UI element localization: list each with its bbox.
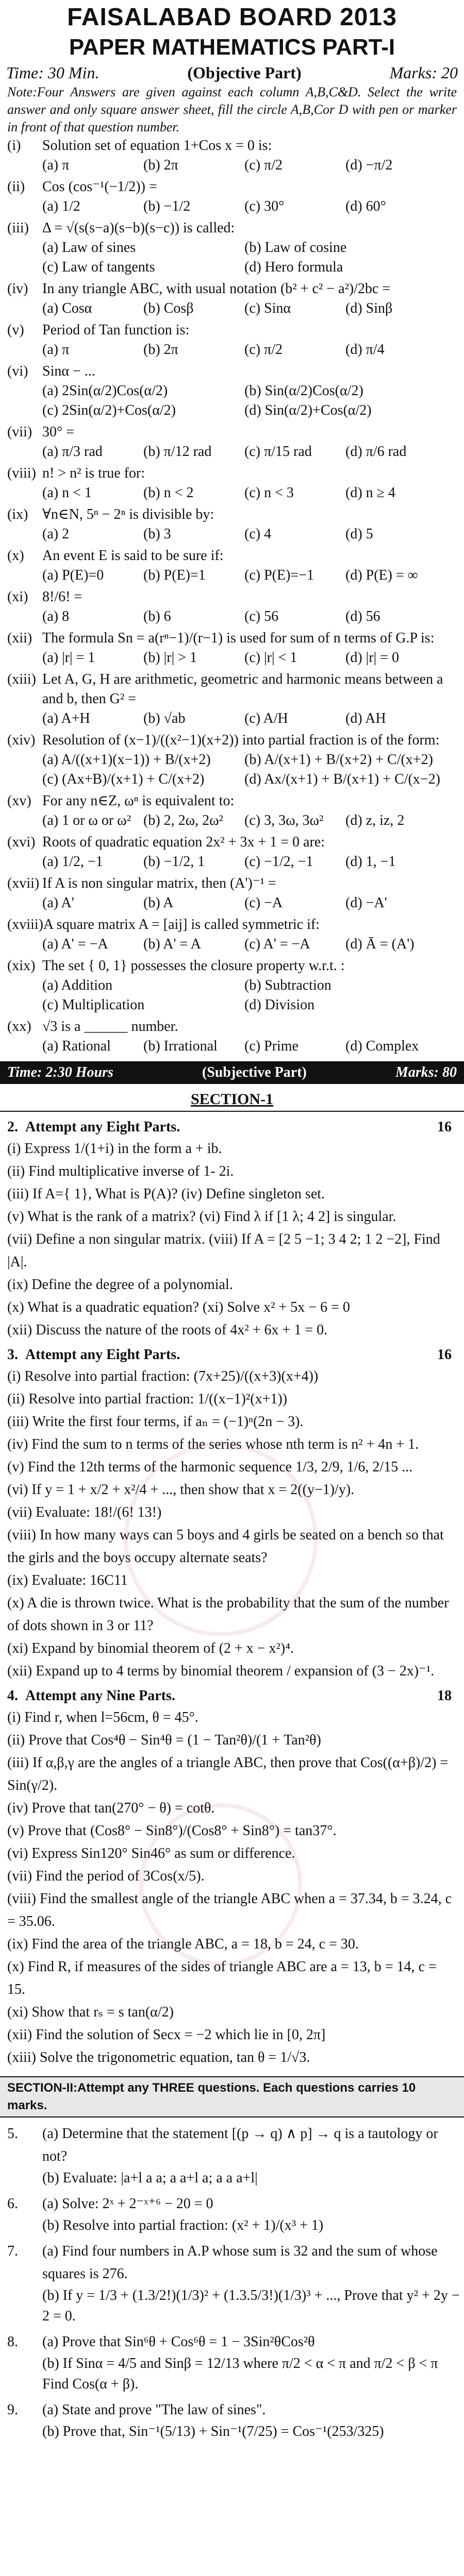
mcq-option: (d) Sinβ bbox=[345, 300, 393, 316]
mcq-option: (c) 2Sin(α/2)+Cos(α/2) bbox=[42, 402, 176, 418]
mcq-option: (a) 2Sin(α/2)Cos(α/2) bbox=[42, 383, 168, 399]
q4-marks: 18 bbox=[437, 1688, 452, 1704]
mcq-number: (i) bbox=[7, 138, 21, 154]
mcq-number: (xvi) bbox=[7, 834, 36, 850]
mcq-item bbox=[0, 279, 464, 318]
mcq-option: (c) A/H bbox=[244, 710, 288, 726]
mcq-option: (a) 1/2 bbox=[42, 198, 80, 214]
mcq-option: (c) 56 bbox=[244, 608, 279, 624]
mcq-options bbox=[7, 893, 457, 913]
mcq-option: (d) −π/2 bbox=[345, 157, 393, 173]
mcq-option: (c) π/2 bbox=[244, 157, 283, 173]
mcq-options bbox=[7, 811, 457, 831]
mcq-stem bbox=[7, 279, 457, 299]
short-question-part bbox=[0, 1319, 464, 1342]
mcq-option: (d) −A' bbox=[345, 895, 387, 911]
long-question-part-b: (b) Evaluate: |a+l a a; a a+l a; a a a+l| bbox=[42, 2170, 258, 2186]
mcq-stem bbox=[7, 464, 457, 483]
mcq-option: (d) |r| = 0 bbox=[345, 650, 399, 666]
part-text: (i) Resolve into partial fraction: (7x+25)/((x+3)(x+4)) bbox=[7, 1368, 319, 1384]
mcq-item bbox=[0, 874, 464, 913]
mcq-option: (b) Subtraction bbox=[244, 977, 332, 993]
mcq-options bbox=[7, 299, 457, 318]
mcq-question: Period of Tan function is: bbox=[42, 322, 190, 338]
section-1-title: SECTION-1 bbox=[190, 1091, 274, 1108]
mcq-option: (c) Law of tangents bbox=[42, 259, 155, 275]
q3-number: 3. bbox=[7, 1347, 18, 1363]
mcq-item bbox=[0, 629, 464, 668]
long-question-part-a bbox=[0, 2240, 464, 2285]
mcq-option: (b) 6 bbox=[143, 608, 171, 624]
mcq-question: Sinα − ... bbox=[42, 363, 95, 379]
long-question-part-b: (b) Resolve into partial fraction: (x² + 1)/(x³ + 1) bbox=[42, 2217, 324, 2233]
part-text: (v) Find the 12th terms of the harmonic sequence 1/3, 2/9, 1/6, 2/15 ... bbox=[7, 1459, 413, 1475]
q2-marks: 16 bbox=[437, 1119, 452, 1135]
mcq-option: (d) n ≥ 4 bbox=[345, 485, 396, 501]
mcq-stem bbox=[7, 136, 457, 156]
long-question-number: 9. bbox=[7, 2402, 18, 2418]
mcq-option: (c) P(E)=−1 bbox=[244, 567, 314, 583]
board-title: FAISALABAD BOARD 2013 bbox=[67, 4, 397, 31]
mcq-options bbox=[7, 709, 457, 728]
mcq-option: (a) Cosα bbox=[42, 300, 92, 316]
question-2 bbox=[0, 1117, 464, 1342]
mcq-option: (c) 4 bbox=[244, 526, 272, 542]
mcq-item bbox=[0, 670, 464, 728]
mcq-stem bbox=[7, 1017, 457, 1037]
mcq-option: (d) Sin(α/2)+Cos(α/2) bbox=[244, 402, 372, 418]
mcq-question: The formula Sn = a(rⁿ−1)/(r−1) is used for sum of n terms of G.P is: bbox=[42, 630, 435, 646]
mcq-question: √3 is a ______ number. bbox=[42, 1019, 178, 1035]
mcq-option: (c) −A bbox=[244, 895, 283, 911]
part-text: (i) Find r, when l=56cm, θ = 45°. bbox=[7, 1709, 198, 1725]
mcq-option: (b) 2, 2ω, 2ω² bbox=[143, 812, 223, 828]
mcq-option: (b) Sin(α/2)Cos(α/2) bbox=[244, 383, 363, 399]
mcq-stem bbox=[7, 546, 457, 566]
part-text: (x) A die is thrown twice. What is the probability that the sum of the number of dots shown in 3 or 11? bbox=[7, 1595, 449, 1634]
mcq-option: (d) π/4 bbox=[345, 342, 385, 358]
mcq-number: (iv) bbox=[7, 281, 28, 297]
mcq-stem bbox=[7, 218, 457, 238]
short-question-part bbox=[0, 1138, 464, 1160]
short-question-part bbox=[0, 1296, 464, 1319]
mcq-option: (b) A' = A bbox=[143, 936, 201, 952]
long-question-number: 6. bbox=[7, 2196, 18, 2212]
mcq-stem bbox=[7, 177, 457, 197]
mcq-option: (b) A/(x+1) + B/(x+2) + C/(x+2) bbox=[244, 752, 433, 768]
mcq-number: (viii) bbox=[7, 465, 36, 481]
long-question-number: 5. bbox=[7, 2126, 18, 2142]
mcq-option: (c) Multiplication bbox=[42, 997, 145, 1013]
short-question-part bbox=[0, 1706, 464, 1729]
mcq-item bbox=[0, 833, 464, 872]
part-text: (ii) Find multiplicative inverse of 1- 2i. bbox=[7, 1163, 234, 1179]
part-text: (xi) Show that rₛ = s tan(α/2) bbox=[7, 2004, 174, 2020]
mcq-option: (b) A bbox=[143, 895, 174, 911]
q2-parts bbox=[0, 1138, 464, 1342]
short-question-part bbox=[0, 1752, 464, 1797]
mcq-option: (c) −1/2, −1 bbox=[244, 854, 313, 870]
part-text: (x) Find R, if measures of the sides of triangle ABC are a = 13, b = 14, c = 15. bbox=[7, 1959, 437, 1997]
short-question-part bbox=[0, 1729, 464, 1752]
mcq-option: (b) Irrational bbox=[143, 1038, 218, 1054]
mcq-stem bbox=[7, 320, 457, 340]
mcq-option: (d) π/6 rad bbox=[345, 444, 407, 460]
mcq-option: (b) n < 2 bbox=[143, 485, 194, 501]
mcq-options bbox=[7, 607, 457, 626]
section-divider bbox=[0, 1111, 464, 1112]
mcq-item bbox=[0, 915, 464, 954]
mcq-option: (a) π bbox=[42, 342, 70, 358]
mcq-number: (xx) bbox=[7, 1019, 31, 1035]
mcq-options bbox=[7, 381, 457, 420]
part-text: (ix) Define the degree of a polynomial. bbox=[7, 1277, 233, 1293]
long-question-number: 7. bbox=[7, 2243, 18, 2259]
paper-header bbox=[0, 0, 464, 62]
mcq-option: (a) A+H bbox=[42, 710, 90, 726]
subjective-time: Time: 2:30 Hours bbox=[7, 1064, 113, 1080]
mcq-options bbox=[7, 935, 457, 954]
mcq-stem bbox=[7, 915, 457, 935]
short-question-part bbox=[0, 1411, 464, 1433]
part-text: (xii) Find the solution of Secx = −2 which lie in [0, 2π] bbox=[7, 2027, 326, 2043]
mcq-options bbox=[7, 852, 457, 872]
mcq-question: Roots of quadratic equation 2x² + 3x + 1 = 0 are: bbox=[42, 834, 325, 850]
mcq-option: (b) −1/2 bbox=[143, 198, 191, 214]
mcq-number: (xix) bbox=[7, 958, 36, 974]
mcq-question: Cos (cos⁻¹(−1/2)) = bbox=[42, 179, 157, 195]
mcq-option: (d) Hero formula bbox=[244, 259, 343, 275]
q2-number: 2. bbox=[7, 1119, 18, 1135]
part-text: (iv) Prove that tan(270° − θ) = cotθ. bbox=[7, 1800, 215, 1816]
long-question-part-a bbox=[0, 2193, 464, 2215]
part-text: (viii) Find the smallest angle of the triangle ABC when a = 37.34, b = 3.24, c = 35.06. bbox=[7, 1891, 452, 1929]
mcq-question: An event E is said to be sure if: bbox=[42, 548, 224, 564]
part-text: (x) What is a quadratic equation? (xi) Solve x² + 5x − 6 = 0 bbox=[7, 1299, 350, 1315]
part-text: (vii) Find the period of 3Cos(x/5). bbox=[7, 1868, 205, 1884]
mcq-item bbox=[0, 320, 464, 360]
part-text: (xii) Expand up to 4 terms by binomial theorem / expansion of (3 − 2x)⁻¹. bbox=[7, 1663, 435, 1679]
mcq-stem bbox=[7, 629, 457, 648]
short-question-part bbox=[0, 1206, 464, 1228]
mcq-number: (ix) bbox=[7, 506, 28, 522]
mcq-number: (v) bbox=[7, 322, 24, 338]
mcq-option: (d) Ax/(x+1) + B/(x+1) + C/(x−2) bbox=[244, 771, 440, 787]
mcq-option: (b) 2π bbox=[143, 342, 178, 358]
mcq-option: (d) 56 bbox=[345, 608, 380, 624]
q2-instruction: Attempt any Eight Parts. bbox=[25, 1119, 180, 1135]
mcq-number: (iii) bbox=[7, 220, 29, 236]
objective-marks: Marks: 20 bbox=[389, 63, 458, 82]
objective-part-label: (Objective Part) bbox=[187, 63, 302, 82]
part-text: (vi) Express Sin120° Sin46° as sum or difference. bbox=[7, 1845, 295, 1861]
subjective-band bbox=[0, 1061, 464, 1084]
long-questions bbox=[0, 2123, 464, 2442]
q2-header bbox=[0, 1117, 464, 1138]
mcq-question: 30° = bbox=[42, 424, 74, 440]
mcq-item bbox=[0, 1017, 464, 1056]
mcq-item bbox=[0, 362, 464, 420]
long-question-part-a bbox=[0, 2331, 464, 2353]
q4-instruction: Attempt any Nine Parts. bbox=[25, 1688, 175, 1704]
mcq-option: (c) 3, 3ω, 3ω² bbox=[244, 812, 324, 828]
mcq-list bbox=[0, 136, 464, 1056]
subjective-marks: Marks: 80 bbox=[395, 1064, 457, 1080]
q3-marks: 16 bbox=[437, 1347, 452, 1363]
q3-instruction: Attempt any Eight Parts. bbox=[25, 1347, 180, 1363]
mcq-item bbox=[0, 731, 464, 789]
mcq-question: The set { 0, 1} possesses the closure property w.r.t. : bbox=[42, 958, 345, 974]
mcq-option: (a) 8 bbox=[42, 608, 70, 624]
mcq-option: (a) Rational bbox=[42, 1038, 111, 1054]
part-text: (vii) Define a non singular matrix. (viii) If A = [2 5 −1; 3 4 2; 1 2 −2], Find |A|. bbox=[7, 1231, 440, 1270]
mcq-option: (b) 2π bbox=[143, 157, 178, 173]
long-question-part-a bbox=[0, 2123, 464, 2168]
mcq-number: (xiii) bbox=[7, 671, 36, 687]
mcq-options bbox=[7, 442, 457, 462]
mcq-number: (xii) bbox=[7, 630, 32, 646]
mcq-number: (ii) bbox=[7, 179, 25, 195]
long-question-part-b: (b) If y = 1/3 + (1.3/2!)(1/3)² + (1.3.5/3!)(1/3)³ + ..., Prove that y² + 2y − 2 = 0. bbox=[42, 2287, 460, 2324]
part-text: (vii) Evaluate: 18!/(6! 13!) bbox=[7, 1504, 162, 1520]
long-question-number: 8. bbox=[7, 2334, 18, 2350]
part-text: (iii) If A={ 1}, What is P(A)? (iv) Define singleton set. bbox=[7, 1186, 325, 1202]
mcq-stem bbox=[7, 362, 457, 381]
mcq-item bbox=[0, 136, 464, 175]
watermark-seal bbox=[139, 1803, 302, 1966]
mcq-stem bbox=[7, 731, 457, 750]
mcq-number: (vii) bbox=[7, 424, 32, 440]
mcq-option: (d) 60° bbox=[345, 198, 386, 214]
long-question-part-b: (b) Prove that, Sin⁻¹(5/13) + Sin⁻¹(7/25) = Cos⁻¹(253/325) bbox=[42, 2424, 384, 2439]
mcq-option: (a) Law of sines bbox=[42, 240, 136, 256]
short-question-part bbox=[0, 1388, 464, 1411]
mcq-item bbox=[0, 505, 464, 544]
mcq-item bbox=[0, 422, 464, 462]
mcq-option: (c) |r| < 1 bbox=[244, 650, 297, 666]
mcq-option: (a) 2 bbox=[42, 526, 70, 542]
mcq-stem bbox=[7, 874, 457, 893]
part-text: (ix) Evaluate: 16C11 bbox=[7, 1572, 128, 1588]
short-question-part bbox=[0, 2024, 464, 2046]
mcq-option: (d) Complex bbox=[345, 1038, 419, 1054]
part-text: (xi) Expand by binomial theorem of (2 + x − x²)⁴. bbox=[7, 1640, 294, 1656]
q4-number: 4. bbox=[7, 1688, 18, 1704]
mcq-options bbox=[7, 566, 457, 585]
part-text: (ii) Resolve into partial fraction: 1/((x−1)²(x+1)) bbox=[7, 1391, 288, 1407]
mcq-question: Δ = √(s(s−a)(s−b)(s−c)) is called: bbox=[42, 220, 235, 236]
section-2-title: SECTION-II:Attempt any THREE questions. Each questions carries 10 marks. bbox=[0, 2076, 464, 2117]
objective-time: Time: 30 Min. bbox=[6, 63, 100, 82]
part-text: (iii) If α,β,γ are the angles of a triangle ABC, then prove that Cos((α+β)/2) = Sin(γ/2). bbox=[7, 1755, 449, 1793]
mcq-number: (xviii) bbox=[7, 917, 43, 933]
mcq-option: (d) Ā = (A') bbox=[345, 936, 415, 952]
mcq-option: (c) Sinα bbox=[244, 300, 291, 316]
mcq-question: Resolution of (x−1)/((x²−1)(x+2)) into partial fraction is of the form: bbox=[42, 732, 440, 748]
mcq-options bbox=[7, 750, 457, 789]
mcq-option: (a) A' = −A bbox=[42, 936, 108, 952]
part-text: (a) Solve: 2ˣ + 2⁻ˣ⁺⁶ − 20 = 0 bbox=[42, 2196, 213, 2212]
mcq-option: (c) A' = −A bbox=[244, 936, 310, 952]
short-question-part bbox=[0, 2001, 464, 2024]
mcq-options bbox=[7, 340, 457, 360]
mcq-option: (a) Addition bbox=[42, 977, 113, 993]
mcq-item bbox=[0, 587, 464, 626]
mcq-item bbox=[0, 177, 464, 216]
short-question-part bbox=[0, 1228, 464, 1274]
part-text: (a) Find four numbers in A.P whose sum is 32 and the sum of whose squares is 276. bbox=[42, 2243, 438, 2282]
mcq-stem bbox=[7, 587, 457, 607]
long-question bbox=[0, 2240, 464, 2327]
mcq-option: (c) 30° bbox=[244, 198, 285, 214]
objective-info-row bbox=[0, 62, 464, 83]
mcq-stem bbox=[7, 791, 457, 811]
mcq-option: (c) n < 3 bbox=[244, 485, 294, 501]
mcq-question: 8!/6! = bbox=[42, 589, 82, 605]
part-text: (xii) Discuss the nature of the roots of 4x² + 6x + 1 = 0. bbox=[7, 1322, 328, 1338]
part-text: (iv) Find the sum to n terms of the series whose nth term is n² + 4n + 1. bbox=[7, 1436, 419, 1452]
mcq-option: (b) Law of cosine bbox=[244, 240, 347, 256]
mcq-question: If A is non singular matrix, then (A')⁻¹ = bbox=[42, 875, 276, 891]
mcq-number: (xiv) bbox=[7, 732, 36, 748]
mcq-option: (c) π/2 bbox=[244, 342, 283, 358]
mcq-number: (xvii) bbox=[7, 875, 40, 891]
q3-header bbox=[0, 1345, 464, 1365]
part-text: (i) Express 1/(1+i) in the form a + ib. bbox=[7, 1141, 222, 1157]
part-text: (a) Prove that Sin⁶θ + Cos⁶θ = 1 − 3Sin²θCos²θ bbox=[42, 2334, 315, 2350]
long-question-part-b: (b) If Sinα = 4/5 and Sinβ = 12/13 where π/2 < α < π and π/2 < β < π Find Cos(α + β). bbox=[42, 2355, 438, 2392]
mcq-option: (a) P(E)=0 bbox=[42, 567, 104, 583]
long-question bbox=[0, 2193, 464, 2236]
long-question bbox=[0, 2123, 464, 2189]
mcq-options bbox=[7, 238, 457, 277]
mcq-item bbox=[0, 464, 464, 503]
mcq-option: (a) 1/2, −1 bbox=[42, 854, 103, 870]
mcq-options bbox=[7, 1037, 457, 1056]
mcq-options bbox=[7, 156, 457, 175]
long-question-part-a bbox=[0, 2399, 464, 2421]
mcq-option: (b) P(E)=1 bbox=[143, 567, 206, 583]
mcq-question: A square matrix A = [aij] is called symmetric if: bbox=[43, 917, 320, 933]
mcq-option: (b) |r| > 1 bbox=[143, 650, 197, 666]
q4-header bbox=[0, 1686, 464, 1706]
part-text: (viii) In how many ways can 5 boys and 4 girls be seated on a bench so that the girls and the boys occupy alternate seats? bbox=[7, 1527, 444, 1566]
mcq-option: (d) z, iz, 2 bbox=[345, 812, 405, 828]
mcq-option: (b) Cosβ bbox=[143, 300, 194, 316]
instructions-note: Note:Four Answers are given against each column A,B,C&D. Select the write answer and only square answer sheet, fill the circle A,B,Cor D with pen or marker in front of that question number. bbox=[7, 84, 457, 134]
paper-title: PAPER MATHEMATICS PART-I bbox=[69, 35, 395, 60]
part-text: (v) What is the rank of a matrix? (vi) Find λ if [1 λ; 4 2] is singular. bbox=[7, 1209, 396, 1225]
short-question-part bbox=[0, 1274, 464, 1296]
mcq-options bbox=[7, 524, 457, 544]
mcq-option: (d) AH bbox=[345, 710, 386, 726]
mcq-item bbox=[0, 218, 464, 277]
mcq-option: (c) π/15 rad bbox=[244, 444, 312, 460]
mcq-option: (d) Division bbox=[244, 997, 315, 1013]
short-question-part bbox=[0, 1183, 464, 1206]
mcq-stem bbox=[7, 505, 457, 524]
subjective-part-label: (Subjective Part) bbox=[202, 1064, 307, 1080]
part-text: (ix) Find the area of the triangle ABC, a = 18, b = 24, c = 30. bbox=[7, 1936, 359, 1952]
mcq-option: (b) π/12 rad bbox=[143, 444, 212, 460]
mcq-option: (a) 1 or ω or ω² bbox=[42, 812, 131, 828]
part-text: (a) State and prove "The law of sines". bbox=[42, 2402, 266, 2418]
mcq-option: (d) 1, −1 bbox=[345, 854, 396, 870]
mcq-options bbox=[7, 648, 457, 668]
short-question-part bbox=[0, 1637, 464, 1660]
mcq-option: (b) 3 bbox=[143, 526, 171, 542]
mcq-option: (a) A/((x+1)(x−1)) + B/(x+2) bbox=[42, 752, 211, 768]
mcq-option: (a) n < 1 bbox=[42, 485, 92, 501]
mcq-options bbox=[7, 483, 457, 503]
mcq-stem bbox=[7, 670, 457, 709]
mcq-number: (xv) bbox=[7, 793, 31, 809]
mcq-option: (b) −1/2, 1 bbox=[143, 854, 205, 870]
mcq-number: (x) bbox=[7, 548, 24, 564]
mcq-options bbox=[7, 976, 457, 1015]
mcq-number: (vi) bbox=[7, 363, 28, 379]
watermark-seal bbox=[124, 1443, 318, 1636]
short-question-part bbox=[0, 1660, 464, 1683]
short-question-part bbox=[0, 1160, 464, 1183]
mcq-option: (a) π bbox=[42, 157, 70, 173]
mcq-question: n! > n² is true for: bbox=[42, 465, 145, 481]
mcq-option: (d) P(E) = ∞ bbox=[345, 567, 418, 583]
mcq-option: (a) π/3 rad bbox=[42, 444, 103, 460]
mcq-options bbox=[7, 197, 457, 216]
mcq-stem bbox=[7, 422, 457, 442]
short-question-part bbox=[0, 2046, 464, 2069]
mcq-number: (xi) bbox=[7, 589, 28, 605]
mcq-question: ∀n∈N, 5ⁿ − 2ⁿ is divisible by: bbox=[42, 506, 214, 522]
long-question bbox=[0, 2399, 464, 2442]
part-text: (ii) Prove that Cos⁴θ − Sin⁴θ = (1 − Tan²θ)/(1 + Tan²θ) bbox=[7, 1732, 321, 1748]
mcq-option: (a) |r| = 1 bbox=[42, 650, 95, 666]
mcq-option: (c) (Ax+B)/(x+1) + C/(x+2) bbox=[42, 771, 205, 787]
mcq-stem bbox=[7, 833, 457, 852]
mcq-option: (d) 5 bbox=[345, 526, 373, 542]
part-text: (vi) If y = 1 + x/2 + x²/4 + ..., then show that x = 2((y−1)/y). bbox=[7, 1482, 355, 1498]
mcq-question: Solution set of equation 1+Cos x = 0 is: bbox=[42, 138, 272, 154]
mcq-question: For any n∈Z, ωⁿ is equivalent to: bbox=[42, 793, 235, 809]
part-text: (iii) Write the first four terms, if aₙ = (−1)ⁿ(2n − 3). bbox=[7, 1414, 304, 1430]
part-text: (xiii) Solve the trigonometric equation, tan θ = 1/√3. bbox=[7, 2049, 310, 2065]
mcq-question: Let A, G, H are arithmetic, geometric and harmonic means between a and b, then G² = bbox=[42, 671, 443, 707]
mcq-item bbox=[0, 956, 464, 1015]
mcq-item bbox=[0, 791, 464, 831]
part-text: (v) Prove that (Cos8° − Sin8°)/(Cos8° + Sin8°) = tan37°. bbox=[7, 1823, 337, 1839]
mcq-stem bbox=[7, 956, 457, 976]
mcq-option: (b) √ab bbox=[143, 710, 186, 726]
mcq-item bbox=[0, 546, 464, 585]
mcq-option: (c) Prime bbox=[244, 1038, 299, 1054]
part-text: (a) Determine that the statement [(p → q) ∧ p] → q is a tautology or not? bbox=[42, 2126, 438, 2164]
short-question-part bbox=[0, 1365, 464, 1388]
mcq-question: In any triangle ABC, with usual notation (b² + c² − a²)/2bc = bbox=[42, 281, 391, 297]
long-question bbox=[0, 2331, 464, 2395]
mcq-option: (a) A' bbox=[42, 895, 74, 911]
